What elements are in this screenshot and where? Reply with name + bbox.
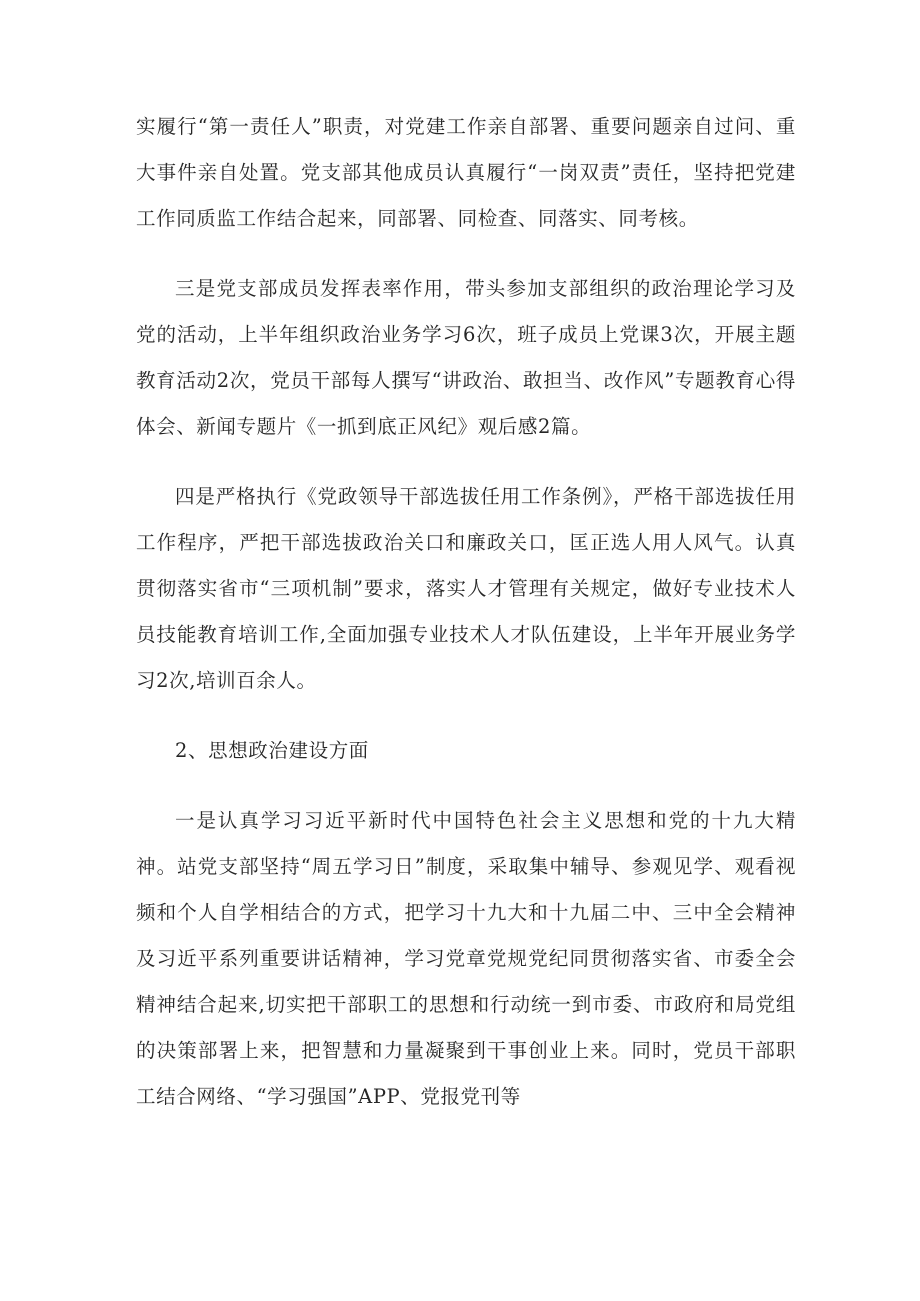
section-heading: 2、思想政治建设方面 <box>175 739 369 762</box>
paragraph-point-one: 一是认真学习习近平新时代中国特色社会主义思想和党的十九大精神。站党支部坚持“周五学习日”制度，采取集中辅导、参观见学、观看视频和个人自学相结合的方式，把学习十九大和十九届二中、三中全会精神及习近平系列重要讲话精神，学习党章党规党纪同贯彻落实省、市委全会精神结合起来,切实把干部职工的思想和行动统一到市委、市政府和局党组的决策部署上来，把智慧和力量凝聚到干事创业上来。同时，党员干部职工结合网络、“学习强国”APP、党报党刊等 <box>136 809 796 1108</box>
paragraph-gap <box>136 242 796 266</box>
paragraph-point-four: 四是严格执行《党政领导干部选拔任用工作条例》，严格干部选拔任用工作程序，严把干部选拔政治关口和廉政关口，匡正选人用人风气。认真贯彻落实省市“三项机制”要求，落实人才管理有关规定，做好专业技术人员技能教育培训工作,全面加强专业技术人才队伍建设，上半年开展业务学习2次,培训百余人。 <box>136 485 796 692</box>
paragraph-gap <box>136 450 796 474</box>
paragraph-gap <box>136 774 796 798</box>
paragraph-gap <box>136 704 796 728</box>
paragraph-continuation: 实履行“第一责任人”职责，对党建工作亲自部署、重要问题亲自过问、重大事件亲自处置。党支部其他成员认真履行“一岗双责”责任，坚持把党建工作同质监工作结合起来，同部署、同检查、同落实、同考核。 <box>136 115 796 230</box>
document-body <box>136 104 796 1120</box>
paragraph-point-three: 三是党支部成员发挥表率作用，带头参加支部组织的政治理论学习及党的活动，上半年组织政治业务学习6次，班子成员上党课3次，开展主题教育活动2次，党员干部每人撰写“讲政治、敢担当、改作风”专题教育心得体会、新闻专题片《一抓到底正风纪》观后感2篇。 <box>136 277 796 438</box>
